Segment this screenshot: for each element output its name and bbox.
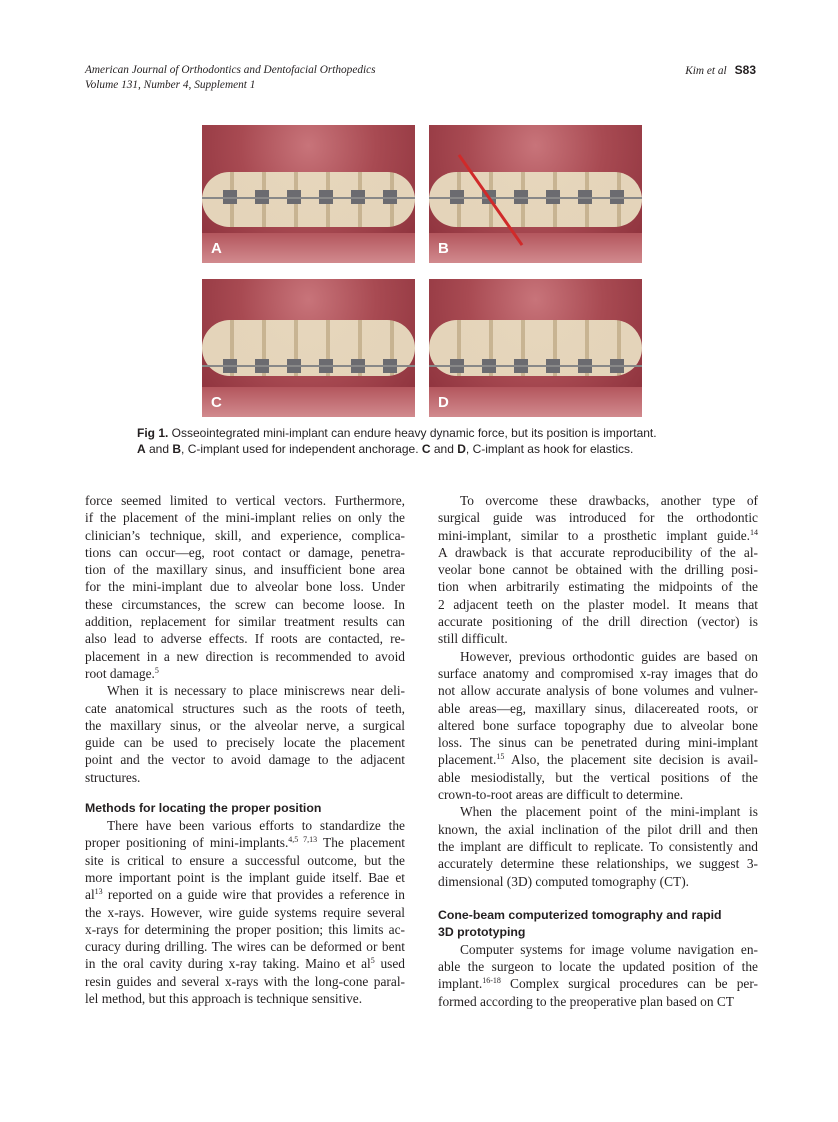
text-run: Cone-beam computerized tomography and rapid — [438, 907, 722, 922]
text-line — [85, 527, 405, 544]
text-run: loss. The sinus can be penetrated during mini-implant — [438, 735, 758, 751]
text-run: accurately determine these relationships, we suggest 3- — [438, 856, 758, 872]
text-line — [85, 817, 405, 834]
citation-superscript: 14 — [750, 527, 758, 537]
text-line — [438, 975, 758, 992]
text-line — [85, 544, 405, 561]
figure-panel-c — [202, 279, 415, 417]
journal-title: American Journal of Orthodontics and Dentofacial Orthopedics — [85, 64, 376, 76]
text-run: and — [145, 442, 173, 456]
text-line — [438, 630, 758, 647]
authors: Kim et al — [685, 65, 727, 77]
text-line — [438, 682, 758, 699]
text-run: Computer systems for image volume navigation en- — [460, 941, 758, 957]
text-line — [85, 665, 405, 682]
panel-label: D — [438, 394, 449, 411]
text-line — [85, 700, 405, 717]
text-line — [438, 578, 758, 595]
text-run: able mesiodistally, but the vertical positions of the — [438, 769, 758, 785]
text-run: , C-implant used for independent anchorage. — [181, 442, 422, 456]
text-line — [85, 834, 405, 851]
paragraph — [85, 682, 405, 786]
text-run: the implant are difficult to replicate. To consistently and — [438, 838, 758, 854]
running-header-right — [685, 63, 756, 79]
text-line — [438, 613, 758, 630]
text-run: , C-implant as hook for elastics. — [465, 442, 634, 456]
heading-line — [438, 924, 758, 941]
text-line — [85, 613, 405, 630]
text-run: used — [374, 956, 405, 972]
text-line — [85, 648, 405, 665]
figure-panel-b — [429, 125, 642, 263]
text-run: placement in a new direction is recommended to avoid — [85, 648, 405, 664]
text-line — [438, 855, 758, 872]
text-column-right — [438, 492, 758, 1010]
citation-superscript: 16-18 — [482, 976, 501, 986]
text-line — [85, 921, 405, 938]
text-line — [85, 886, 405, 903]
citation-superscript: 4,5 7,13 — [288, 835, 318, 845]
text-run: When the placement point of the mini-implant is — [460, 804, 758, 820]
panel-label: B — [438, 240, 449, 257]
text-line — [438, 734, 758, 751]
text-run: tion of the maxillary sinus, and insufficient bone area — [85, 562, 405, 578]
paragraph — [85, 492, 405, 682]
text-line — [438, 803, 758, 820]
paragraph — [85, 817, 405, 1007]
text-run: surgical guide was introduced for the orthodontic — [438, 510, 758, 526]
text-run: force seemed limited to vertical vectors. Furthermore, — [85, 493, 405, 508]
text-line — [85, 869, 405, 886]
panel-label: C — [211, 394, 222, 411]
text-line — [438, 596, 758, 613]
text-line — [438, 993, 758, 1010]
bold-run: D — [457, 442, 466, 456]
bold-run: C — [421, 442, 431, 456]
text-run: Methods for locating the proper position — [85, 801, 322, 816]
text-run: tion when arbitrarily estimating the midpoints of the — [438, 579, 758, 595]
text-run: able areas—eg, maxillary sinus, dilacereated roots, or — [438, 700, 758, 716]
text-run: known, the axial inclination of the pilot drill and then — [438, 821, 758, 837]
text-line — [438, 648, 758, 665]
text-line — [438, 561, 758, 578]
running-header — [85, 63, 376, 92]
text-run: Osseointegrated mini-implant can endure heavy dynamic force, but its position is important. — [168, 426, 657, 440]
panel-label: A — [211, 240, 222, 257]
text-run: crown-to-root areas are difficult to determine. — [438, 787, 684, 803]
text-line — [85, 717, 405, 734]
text-line — [85, 852, 405, 869]
text-run: implant. — [438, 976, 483, 992]
text-run: and — [430, 442, 458, 456]
text-line — [438, 941, 758, 958]
text-run: 3D prototyping — [438, 924, 526, 939]
text-line — [438, 838, 758, 855]
text-run: also lead to adverse effects. If roots are contacted, re- — [85, 631, 405, 647]
text-line — [438, 527, 758, 544]
text-line — [438, 769, 758, 786]
bold-run: Fig 1. — [137, 426, 169, 440]
text-line — [438, 700, 758, 717]
text-line — [438, 492, 758, 509]
text-run: addition, replacement for similar treatment results can — [85, 614, 405, 630]
text-run: clinician’s technique, skill, and experience, complica- — [85, 527, 405, 543]
text-run: dimensional (3D) computed tomography (CT). — [438, 873, 690, 889]
text-line — [438, 873, 758, 890]
text-line — [85, 904, 405, 921]
text-run: structures. — [85, 769, 141, 785]
text-line — [438, 786, 758, 803]
figure-panel-d — [429, 279, 642, 417]
citation-superscript: 15 — [496, 752, 505, 762]
text-run: not allow accurate analysis of bone volumes and vulner- — [438, 683, 758, 699]
text-line — [85, 630, 405, 647]
text-run: for the mini-implant due to alveolar bone loss. Under — [85, 579, 405, 595]
text-line — [85, 492, 405, 509]
text-line — [85, 751, 405, 768]
text-line — [85, 955, 405, 972]
bold-run: B — [172, 442, 182, 456]
heading-line — [85, 800, 405, 817]
text-run: the maxillary sinus, or the alveolar nerve, a surgical — [85, 717, 405, 733]
text-line — [438, 509, 758, 526]
text-run: veolar bone cannot be obtained with the drilling posi- — [438, 562, 758, 578]
text-run: proper positioning of mini-implants. — [85, 835, 289, 851]
text-run: resin guides and several x-rays with the long-cone paral- — [85, 973, 405, 989]
text-run: Complex surgical procedures can be per- — [500, 976, 758, 992]
text-run: curacy during drilling. The wires can be deformed or bent — [85, 939, 405, 955]
text-line — [85, 561, 405, 578]
text-run: Also, the placement site decision is avail- — [504, 752, 758, 768]
text-run: To overcome these drawbacks, another type of — [460, 493, 758, 508]
bold-run: A — [137, 442, 146, 456]
text-run: surface anatomy and compromised x-ray images that do — [438, 665, 758, 681]
text-column-left — [85, 492, 405, 1007]
paragraph — [438, 492, 758, 648]
paragraph — [438, 941, 758, 1010]
page-number: S83 — [734, 63, 756, 77]
citation-superscript: 5 — [370, 956, 375, 966]
text-run: There have been various efforts to standardize the — [107, 818, 405, 834]
text-line — [438, 717, 758, 734]
text-run: still difficult. — [438, 631, 508, 647]
text-run: mini-implant, similar to a prosthetic implant guide. — [438, 527, 750, 543]
text-line — [85, 596, 405, 613]
text-run: lel method, but this approach is technique sensitive. — [85, 991, 363, 1007]
caption-line — [137, 441, 657, 457]
section-heading — [438, 907, 758, 941]
text-line — [85, 938, 405, 955]
text-run: placement. — [438, 752, 497, 768]
text-run: in the oral cavity during x-ray taking. Maino et al — [85, 956, 371, 972]
heading-line — [438, 907, 758, 924]
text-run: more important point is the implant guide itself. Bae et — [85, 869, 405, 885]
text-line — [85, 734, 405, 751]
citation-superscript: 13 — [94, 887, 103, 897]
journal-volume: Volume 131, Number 4, Supplement 1 — [85, 78, 256, 91]
text-run: guide can be used to precisely locate the placement — [85, 735, 405, 751]
text-run: if the placement of the mini-implant relies on only the — [85, 510, 405, 526]
text-run: al — [85, 887, 95, 903]
text-line — [85, 578, 405, 595]
text-run: The placement — [317, 835, 406, 851]
text-run: the x-rays. However, wire guide systems require several — [85, 904, 405, 920]
text-run: formed according to the preoperative plan based on CT — [438, 993, 734, 1009]
paragraph — [438, 648, 758, 804]
text-run: these circumstances, the screw can become loose. In — [85, 596, 405, 612]
figure-panel-a — [202, 125, 415, 263]
text-line — [85, 990, 405, 1007]
text-line — [85, 769, 405, 786]
text-run: When it is necessary to place miniscrews near deli- — [107, 683, 405, 699]
text-run: However, previous orthodontic guides are based on — [460, 648, 758, 664]
text-line — [438, 751, 758, 768]
text-run: x-rays for determining the proper position; this limits ac- — [85, 921, 405, 937]
text-line — [438, 665, 758, 682]
text-run: reported on a guide wire that provides a reference in — [102, 887, 405, 903]
text-run: 2 adjacent teeth on the plaster model. It means that — [438, 596, 758, 612]
text-run: root damage. — [85, 665, 155, 681]
section-heading — [85, 800, 405, 817]
text-line — [85, 509, 405, 526]
text-line — [438, 544, 758, 561]
paragraph — [438, 803, 758, 889]
text-run: site is critical to ensure a successful outcome, but the — [85, 852, 405, 868]
text-run: point and the vector to avoid damage to the adjacent — [85, 752, 405, 768]
text-line — [438, 958, 758, 975]
text-run: accurate positioning of the drill direction (vector) is — [438, 614, 758, 630]
text-run: A drawback is that accurate reproducibility of the al- — [438, 544, 758, 560]
text-line — [85, 682, 405, 699]
caption-line — [137, 425, 657, 441]
text-run: altered bone surface topography due to alveolar bone — [438, 717, 758, 733]
text-run: able the surgeon to locate the updated position of the — [438, 959, 758, 975]
text-run: cate anatomical structures such as the roots of teeth, — [85, 700, 405, 716]
text-line — [438, 821, 758, 838]
figure-caption — [137, 425, 657, 457]
text-line — [85, 973, 405, 990]
citation-superscript: 5 — [154, 665, 159, 675]
text-run: tions can occur—eg, root contact or damage, penetra- — [85, 544, 405, 560]
